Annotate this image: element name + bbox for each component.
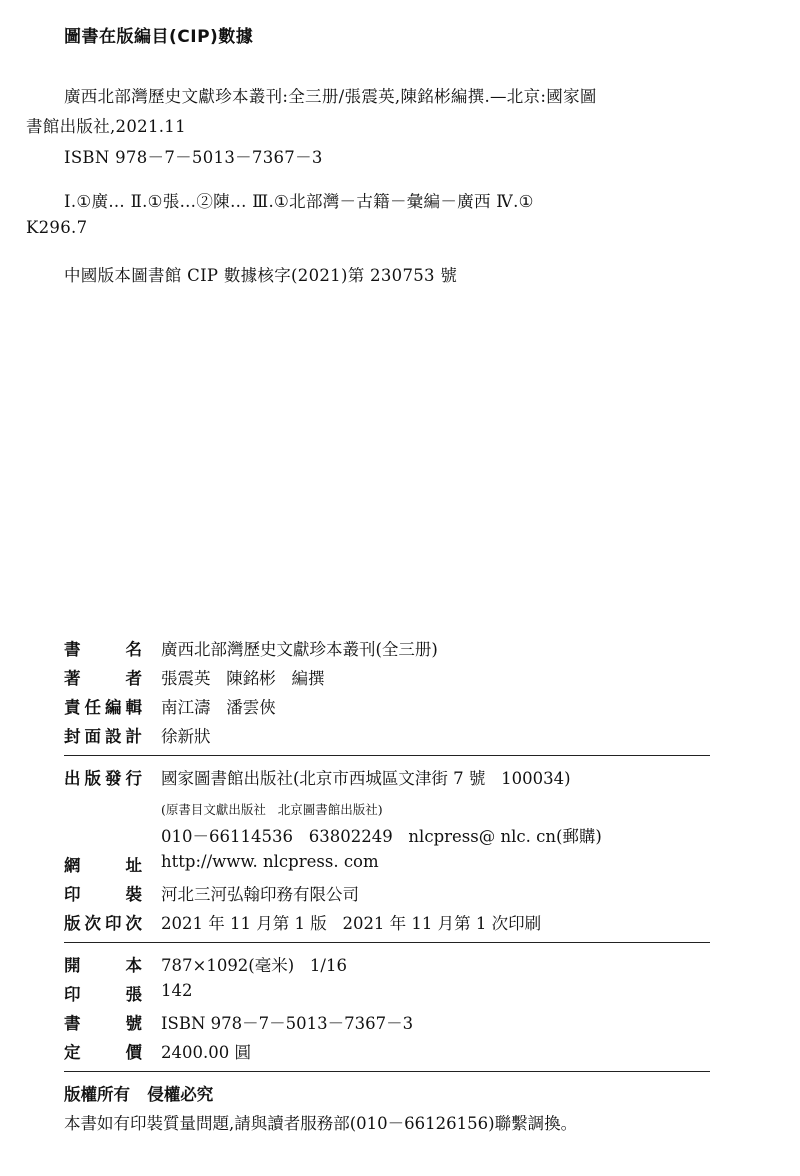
cip-subject-line-2: K296.7 bbox=[26, 218, 88, 237]
publisher-contact: 010－66114536 63802249 nlcpress@ nlc. cn(郵購) bbox=[161, 827, 602, 846]
info-label: 著 者 bbox=[64, 669, 142, 688]
cip-number: 中國版本圖書館 CIP 數據核字(2021)第 230753 號 bbox=[64, 266, 458, 285]
isbn: ISBN 978－7－5013－7367－3 bbox=[161, 1014, 414, 1033]
quality-notice: 本書如有印裝質量問題,請與讀者服務部(010－66126156)聯繫調換。 bbox=[64, 1114, 578, 1133]
cip-heading: 圖書在版編目(CIP)數據 bbox=[64, 27, 254, 47]
price: 2400.00 圓 bbox=[161, 1043, 251, 1062]
publisher: 國家圖書館出版社(北京市西城區文津街 7 號 100034) bbox=[161, 769, 571, 788]
info-row-editors bbox=[64, 694, 710, 723]
info-row-publisher bbox=[64, 765, 710, 794]
info-row-website bbox=[64, 852, 710, 881]
book-format: 787×1092(毫米) 1/16 bbox=[161, 956, 347, 975]
info-row-printer bbox=[64, 881, 710, 910]
info-label: 出 版 發 行 bbox=[64, 769, 142, 788]
info-row-cover-design bbox=[64, 723, 710, 752]
info-label: 印 張 bbox=[64, 985, 142, 1004]
cip-description-line-2: 書館出版社,2021.11 bbox=[26, 117, 186, 136]
publication-info bbox=[64, 636, 710, 1139]
edition: 2021 年 11 月第 1 版 2021 年 11 月第 1 次印刷 bbox=[161, 914, 542, 933]
info-row-book-number bbox=[64, 1010, 710, 1039]
book-title: 廣西北部灣歷史文獻珍本叢刊(全三册) bbox=[161, 640, 438, 659]
divider bbox=[64, 1071, 710, 1072]
divider bbox=[64, 755, 710, 756]
website: http://www. nlcpress. com bbox=[161, 852, 379, 871]
info-row-sheets bbox=[64, 981, 710, 1010]
printed-sheets: 142 bbox=[161, 981, 193, 1000]
info-label: 版 次 印 次 bbox=[64, 914, 142, 933]
info-label: 開 本 bbox=[64, 956, 142, 975]
cip-isbn: ISBN 978－7－5013－7367－3 bbox=[64, 148, 323, 167]
info-label: 書 號 bbox=[64, 1014, 142, 1033]
info-label: 網 址 bbox=[64, 856, 142, 875]
info-label: 書 名 bbox=[64, 640, 142, 659]
info-label: 定 價 bbox=[64, 1043, 142, 1062]
info-row-authors bbox=[64, 665, 710, 694]
publisher-former-names: (原書目文獻出版社 北京圖書館出版社) bbox=[161, 801, 383, 817]
cover-designer: 徐新狀 bbox=[161, 727, 211, 746]
divider bbox=[64, 942, 710, 943]
cip-subject-line-1: Ⅰ.①廣… Ⅱ.①張…②陳… Ⅲ.①北部灣－古籍－彙編－廣西 Ⅳ.① bbox=[64, 192, 534, 211]
info-row-format bbox=[64, 952, 710, 981]
printer: 河北三河弘翰印務有限公司 bbox=[161, 885, 359, 904]
editors: 南江濤 潘雲俠 bbox=[161, 698, 276, 717]
info-row-price bbox=[64, 1039, 710, 1068]
info-row-edition bbox=[64, 910, 710, 939]
info-label: 封 面 設 計 bbox=[64, 727, 142, 746]
cip-description-line-1: 廣西北部灣歷史文獻珍本叢刊:全三册/張震英,陳銘彬編撰.—北京:國家圖 bbox=[64, 87, 597, 106]
rights-notice: 版權所有 侵權必究 bbox=[64, 1085, 214, 1104]
info-label: 印 裝 bbox=[64, 885, 142, 904]
info-label: 責 任 編 輯 bbox=[64, 698, 142, 717]
authors: 張震英 陳銘彬 編撰 bbox=[161, 669, 325, 688]
info-row-title bbox=[64, 636, 710, 665]
